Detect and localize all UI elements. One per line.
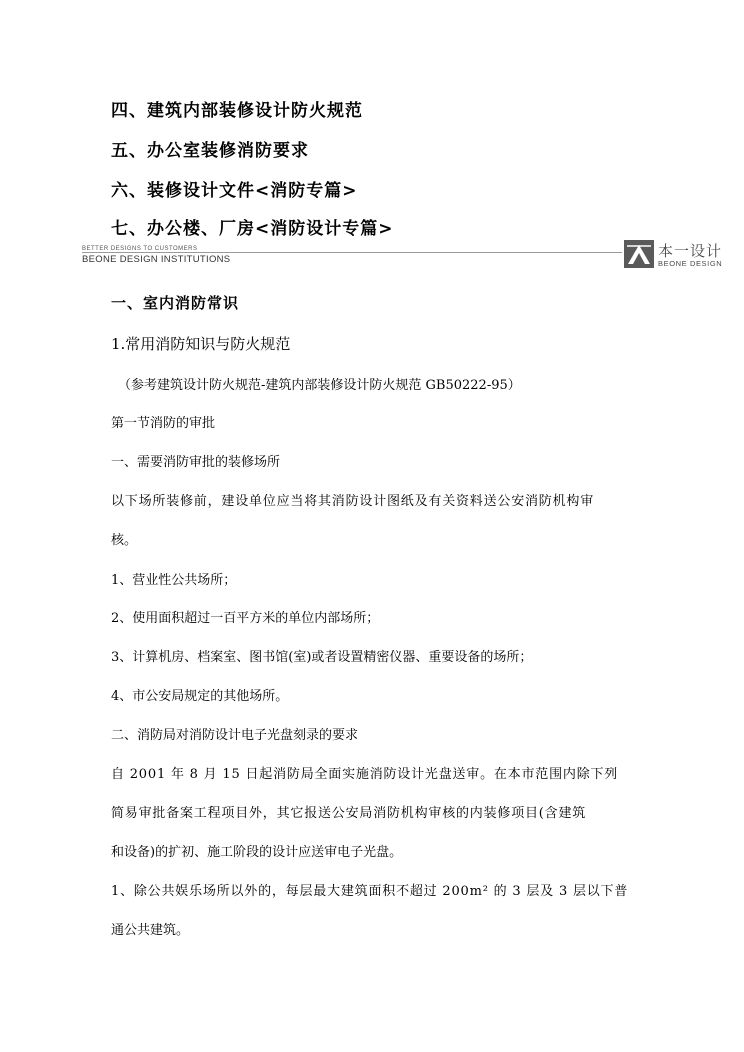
subsection-title: 1.常用消防知识与防火规范 [111,335,291,353]
paragraph-line: 核。 [111,533,138,548]
beone-logo-icon [624,240,654,268]
chapter-title: 第一节消防的审批 [111,416,216,431]
logo-english-name: BEONE DESIGN [658,259,723,268]
paragraph-line: 1、除公共娱乐场所以外的，每层最大建筑面积不超过 200m² 的 3 层及 3 层以下普 [111,884,629,899]
item-heading: 二、消防局对消防设计电子光盘刻录的要求 [111,728,359,743]
toc-item: 七、办公楼、厂房<消防设计专篇> [111,219,394,239]
list-item: 3、计算机房、档案室、图书馆(室)或者设置精密仪器、重要设备的场所； [111,650,533,665]
section-title: 一、室内消防常识 [111,294,240,312]
paragraph-line: 通公共建筑。 [111,923,190,938]
header-tagline: BETTER DESIGNS TO CUSTOMERS [82,246,198,252]
list-item: 2、使用面积超过一百平方米的单位内部场所； [111,611,380,626]
header-rule [82,252,622,253]
toc-item: 六、装修设计文件<消防专篇> [111,181,358,201]
reference-note: （参考建筑设计防火规范-建筑内部装修设计防火规范 GB50222-95） [118,378,521,393]
logo-chinese-name: 本一设计 [658,242,723,260]
header-company: BEONE DESIGN INSTITUTIONS [82,254,231,265]
item-heading: 一、需要消防审批的装修场所 [111,455,281,470]
table-of-contents [111,88,671,239]
paragraph-line: 自 2001 年 8 月 15 日起消防局全面实施消防设计光盘送审。在本市范围内除下列 [111,767,619,782]
toc-item: 五、办公室装修消防要求 [111,141,309,161]
paragraph-line: 简易审批备案工程项目外，其它报送公安局消防机构审核的内装修项目(含建筑 [111,806,587,821]
list-item: 4、市公安局规定的其他场所。 [111,689,289,704]
paragraph-line: 和设备)的扩初、施工阶段的设计应送审电子光盘。 [111,845,403,860]
paragraph-line: 以下场所装修前，建设单位应当将其消防设计图纸及有关资料送公安消防机构审 [111,494,595,509]
list-item: 1、营业性公共场所； [111,573,237,588]
toc-item: 四、建筑内部装修设计防火规范 [111,101,363,121]
